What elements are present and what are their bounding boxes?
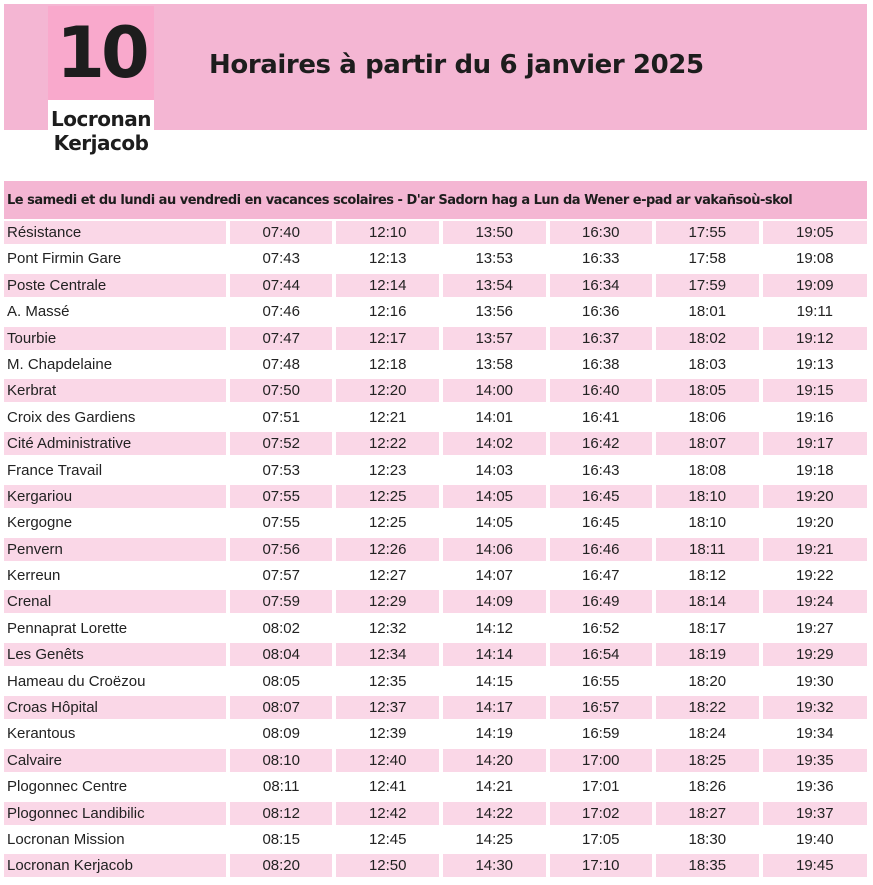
- departure-time: 18:11: [656, 538, 759, 561]
- departure-time: 12:50: [336, 854, 439, 877]
- departure-time: 17:55: [656, 221, 759, 244]
- stop-name: Calvaire: [4, 749, 226, 772]
- departure-time: 12:18: [368, 355, 407, 373]
- departure-time: 12:42: [336, 802, 439, 825]
- departure-time: 16:45: [581, 514, 620, 532]
- table-row: [4, 802, 867, 825]
- departure-time: 07:48: [262, 355, 300, 373]
- table-row: [4, 564, 867, 587]
- stop-name: Kergogne: [7, 514, 73, 532]
- departure-time: 14:21: [475, 778, 514, 796]
- departure-time: 14:09: [443, 590, 546, 613]
- departure-time: 19:17: [763, 432, 868, 455]
- departure-time: 16:45: [550, 485, 653, 508]
- departure-time: 18:35: [656, 854, 759, 877]
- stop-name: Croas Hôpital: [4, 696, 226, 719]
- departure-time: 08:04: [230, 643, 333, 666]
- departure-time: 16:55: [581, 672, 620, 690]
- departure-time: 17:02: [550, 802, 653, 825]
- departure-time: 13:56: [475, 303, 514, 321]
- departure-time: 18:10: [688, 514, 727, 532]
- departure-time: 08:15: [262, 830, 300, 848]
- departure-time: 14:15: [475, 672, 514, 690]
- stop-name: Penvern: [4, 538, 226, 561]
- stop-name: Résistance: [4, 221, 226, 244]
- departure-time: 08:11: [262, 778, 300, 796]
- departure-time: 19:34: [796, 725, 834, 743]
- line-destination: [48, 100, 154, 162]
- departure-time: 19:13: [796, 355, 834, 373]
- table-row: [4, 722, 867, 745]
- table-row: [4, 406, 867, 429]
- departure-time: 19:05: [763, 221, 868, 244]
- table-row: [4, 379, 867, 402]
- departure-time: 19:20: [763, 485, 868, 508]
- departure-time: 12:22: [336, 432, 439, 455]
- departure-time: 18:19: [656, 643, 759, 666]
- table-row: [4, 643, 867, 666]
- departure-time: 18:24: [688, 725, 727, 743]
- departure-time: 14:14: [443, 643, 546, 666]
- departure-time: 16:36: [581, 303, 620, 321]
- departure-time: 18:22: [656, 696, 759, 719]
- departure-time: 14:05: [443, 485, 546, 508]
- table-row: [4, 775, 867, 798]
- departure-time: 13:53: [475, 250, 514, 268]
- table-row: [4, 511, 867, 534]
- departure-time: 18:05: [656, 379, 759, 402]
- departure-time: 16:41: [581, 408, 620, 426]
- departure-time: 16:54: [550, 643, 653, 666]
- departure-time: 16:57: [550, 696, 653, 719]
- departure-time: 14:06: [443, 538, 546, 561]
- departure-time: 18:08: [688, 461, 727, 479]
- table-row: [4, 327, 867, 350]
- departure-time: 12:40: [336, 749, 439, 772]
- stop-name: Locronan Kerjacob: [4, 854, 226, 877]
- departure-time: 19:22: [796, 567, 834, 585]
- table-row: [4, 590, 867, 613]
- stop-name: Kergariou: [4, 485, 226, 508]
- departure-time: 08:07: [230, 696, 333, 719]
- stop-name: M. Chapdelaine: [7, 355, 113, 373]
- table-row: [4, 247, 867, 270]
- departure-time: 07:55: [262, 514, 300, 532]
- departure-time: 18:07: [656, 432, 759, 455]
- departure-time: 18:01: [688, 303, 727, 321]
- departure-time: 14:07: [475, 567, 514, 585]
- departure-time: 12:23: [368, 461, 407, 479]
- departure-time: 07:47: [230, 327, 333, 350]
- table-row: [4, 353, 867, 376]
- departure-time: 17:00: [550, 749, 653, 772]
- departure-time: 17:10: [550, 854, 653, 877]
- table-row: [4, 300, 867, 323]
- departure-time: 19:08: [796, 250, 834, 268]
- line-number-badge: [48, 6, 154, 100]
- departure-time: 08:20: [230, 854, 333, 877]
- departure-time: 08:10: [230, 749, 333, 772]
- table-row: [4, 828, 867, 851]
- departure-time: 16:33: [581, 250, 620, 268]
- stop-name: Pennaprat Lorette: [7, 619, 128, 637]
- departure-time: 19:45: [763, 854, 868, 877]
- table-row: [4, 749, 867, 772]
- departure-time: 19:15: [763, 379, 868, 402]
- stop-name: France Travail: [7, 461, 103, 479]
- table-row: [4, 538, 867, 561]
- departure-time: 14:03: [475, 461, 514, 479]
- departure-time: 16:38: [581, 355, 620, 373]
- departure-time: 07:50: [230, 379, 333, 402]
- table-row: [4, 221, 867, 244]
- departure-time: 12:16: [368, 303, 407, 321]
- stop-name: Plogonnec Landibilic: [4, 802, 226, 825]
- timetable: [4, 221, 867, 877]
- departure-time: 13:50: [443, 221, 546, 244]
- departure-time: 12:25: [336, 485, 439, 508]
- departure-time: 14:22: [443, 802, 546, 825]
- departure-time: 07:53: [262, 461, 300, 479]
- departure-time: 18:17: [688, 619, 727, 637]
- departure-time: 12:26: [336, 538, 439, 561]
- departure-time: 07:44: [230, 274, 333, 297]
- departure-time: 18:30: [688, 830, 727, 848]
- stop-name: Les Genêts: [4, 643, 226, 666]
- departure-time: 19:21: [763, 538, 868, 561]
- departure-time: 12:41: [368, 778, 407, 796]
- departure-time: 18:20: [688, 672, 727, 690]
- departure-time: 14:19: [475, 725, 514, 743]
- departure-time: 18:02: [656, 327, 759, 350]
- departure-time: 12:32: [368, 619, 407, 637]
- departure-time: 16:40: [550, 379, 653, 402]
- departure-time: 17:58: [688, 250, 727, 268]
- departure-time: 18:26: [688, 778, 727, 796]
- table-row: [4, 274, 867, 297]
- stop-name: Kerbrat: [4, 379, 226, 402]
- departure-time: 19:35: [763, 749, 868, 772]
- departure-time: 14:02: [443, 432, 546, 455]
- departure-time: 07:43: [262, 250, 300, 268]
- departure-time: 12:45: [368, 830, 407, 848]
- departure-time: 18:03: [688, 355, 727, 373]
- line-name-part: Kerjacob: [53, 131, 149, 155]
- stop-name: A. Massé: [7, 303, 70, 321]
- departure-time: 17:01: [581, 778, 620, 796]
- stop-name: Poste Centrale: [4, 274, 226, 297]
- departure-time: 16:47: [581, 567, 620, 585]
- page-title: Horaires à partir du 6 janvier 2025: [209, 50, 704, 80]
- departure-time: 19:20: [796, 514, 834, 532]
- departure-time: 19:16: [796, 408, 834, 426]
- departure-time: 19:18: [796, 461, 834, 479]
- departure-time: 08:09: [262, 725, 300, 743]
- departure-time: 07:56: [230, 538, 333, 561]
- departure-time: 19:12: [763, 327, 868, 350]
- departure-time: 07:52: [230, 432, 333, 455]
- table-row: [4, 670, 867, 693]
- departure-time: 16:37: [550, 327, 653, 350]
- departure-time: 16:42: [550, 432, 653, 455]
- table-row: [4, 485, 867, 508]
- departure-time: 12:39: [368, 725, 407, 743]
- departure-time: 18:12: [688, 567, 727, 585]
- departure-time: 08:12: [230, 802, 333, 825]
- departure-time: 16:46: [550, 538, 653, 561]
- departure-time: 12:13: [368, 250, 407, 268]
- stop-name: Crenal: [4, 590, 226, 613]
- line-number: 10: [56, 12, 146, 94]
- departure-time: 19:29: [763, 643, 868, 666]
- departure-time: 08:05: [262, 672, 300, 690]
- departure-time: 07:40: [230, 221, 333, 244]
- departure-time: 12:17: [336, 327, 439, 350]
- table-row: [4, 854, 867, 877]
- departure-time: 07:55: [230, 485, 333, 508]
- departure-time: 14:05: [475, 514, 514, 532]
- departure-time: 12:10: [336, 221, 439, 244]
- departure-time: 19:09: [763, 274, 868, 297]
- table-row: [4, 432, 867, 455]
- departure-time: 12:21: [368, 408, 407, 426]
- departure-time: 19:36: [796, 778, 834, 796]
- departure-time: 14:12: [475, 619, 514, 637]
- departure-time: 12:20: [336, 379, 439, 402]
- departure-time: 18:06: [688, 408, 727, 426]
- stop-name: Hameau du Croëzou: [7, 672, 146, 690]
- departure-time: 07:57: [262, 567, 300, 585]
- departure-time: 13:54: [443, 274, 546, 297]
- table-row: [4, 696, 867, 719]
- departure-time: 14:25: [475, 830, 514, 848]
- departure-time: 16:49: [550, 590, 653, 613]
- departure-time: 13:57: [443, 327, 546, 350]
- stop-name: Croix des Gardiens: [7, 408, 136, 426]
- table-row: [4, 459, 867, 482]
- stop-name: Tourbie: [4, 327, 226, 350]
- departure-time: 19:24: [763, 590, 868, 613]
- table-row: [4, 617, 867, 640]
- departure-time: 12:27: [368, 567, 407, 585]
- departure-time: 18:10: [656, 485, 759, 508]
- departure-time: 19:27: [796, 619, 834, 637]
- departure-time: 08:02: [262, 619, 300, 637]
- departure-time: 18:27: [656, 802, 759, 825]
- stop-name: Pont Firmin Gare: [7, 250, 122, 268]
- departure-time: 12:34: [336, 643, 439, 666]
- departure-time: 12:14: [336, 274, 439, 297]
- departure-time: 18:14: [656, 590, 759, 613]
- departure-time: 17:59: [656, 274, 759, 297]
- departure-time: 12:25: [368, 514, 407, 532]
- departure-time: 14:00: [443, 379, 546, 402]
- stop-name: Kerantous: [7, 725, 76, 743]
- departure-time: 12:37: [336, 696, 439, 719]
- departure-time: 14:20: [443, 749, 546, 772]
- departure-time: 19:32: [763, 696, 868, 719]
- departure-time: 12:29: [336, 590, 439, 613]
- stop-name: Plogonnec Centre: [7, 778, 128, 796]
- departure-time: 12:35: [368, 672, 407, 690]
- section-title: Le samedi et du lundi au vendredi en vacances scolaires - D'ar Sadorn hag a Lun da Wener e-pad ar vakañsoù-skol: [4, 181, 867, 219]
- departure-time: 14:01: [475, 408, 514, 426]
- stop-name: Cité Administrative: [4, 432, 226, 455]
- departure-time: 07:46: [262, 303, 300, 321]
- departure-time: 14:17: [443, 696, 546, 719]
- line-name-part: Locronan: [51, 107, 151, 131]
- stop-name: Kerreun: [7, 567, 61, 585]
- departure-time: 07:51: [262, 408, 300, 426]
- departure-time: 16:43: [581, 461, 620, 479]
- departure-time: 18:25: [656, 749, 759, 772]
- departure-time: 19:37: [763, 802, 868, 825]
- departure-time: 16:52: [581, 619, 620, 637]
- departure-time: 19:30: [796, 672, 834, 690]
- departure-time: 17:05: [581, 830, 620, 848]
- departure-time: 16:34: [550, 274, 653, 297]
- departure-time: 14:30: [443, 854, 546, 877]
- stop-name: Locronan Mission: [7, 830, 125, 848]
- departure-time: 19:11: [796, 303, 833, 321]
- departure-time: 16:59: [581, 725, 620, 743]
- departure-time: 19:40: [796, 830, 834, 848]
- departure-time: 13:58: [475, 355, 514, 373]
- departure-time: 16:30: [550, 221, 653, 244]
- departure-time: 07:59: [230, 590, 333, 613]
